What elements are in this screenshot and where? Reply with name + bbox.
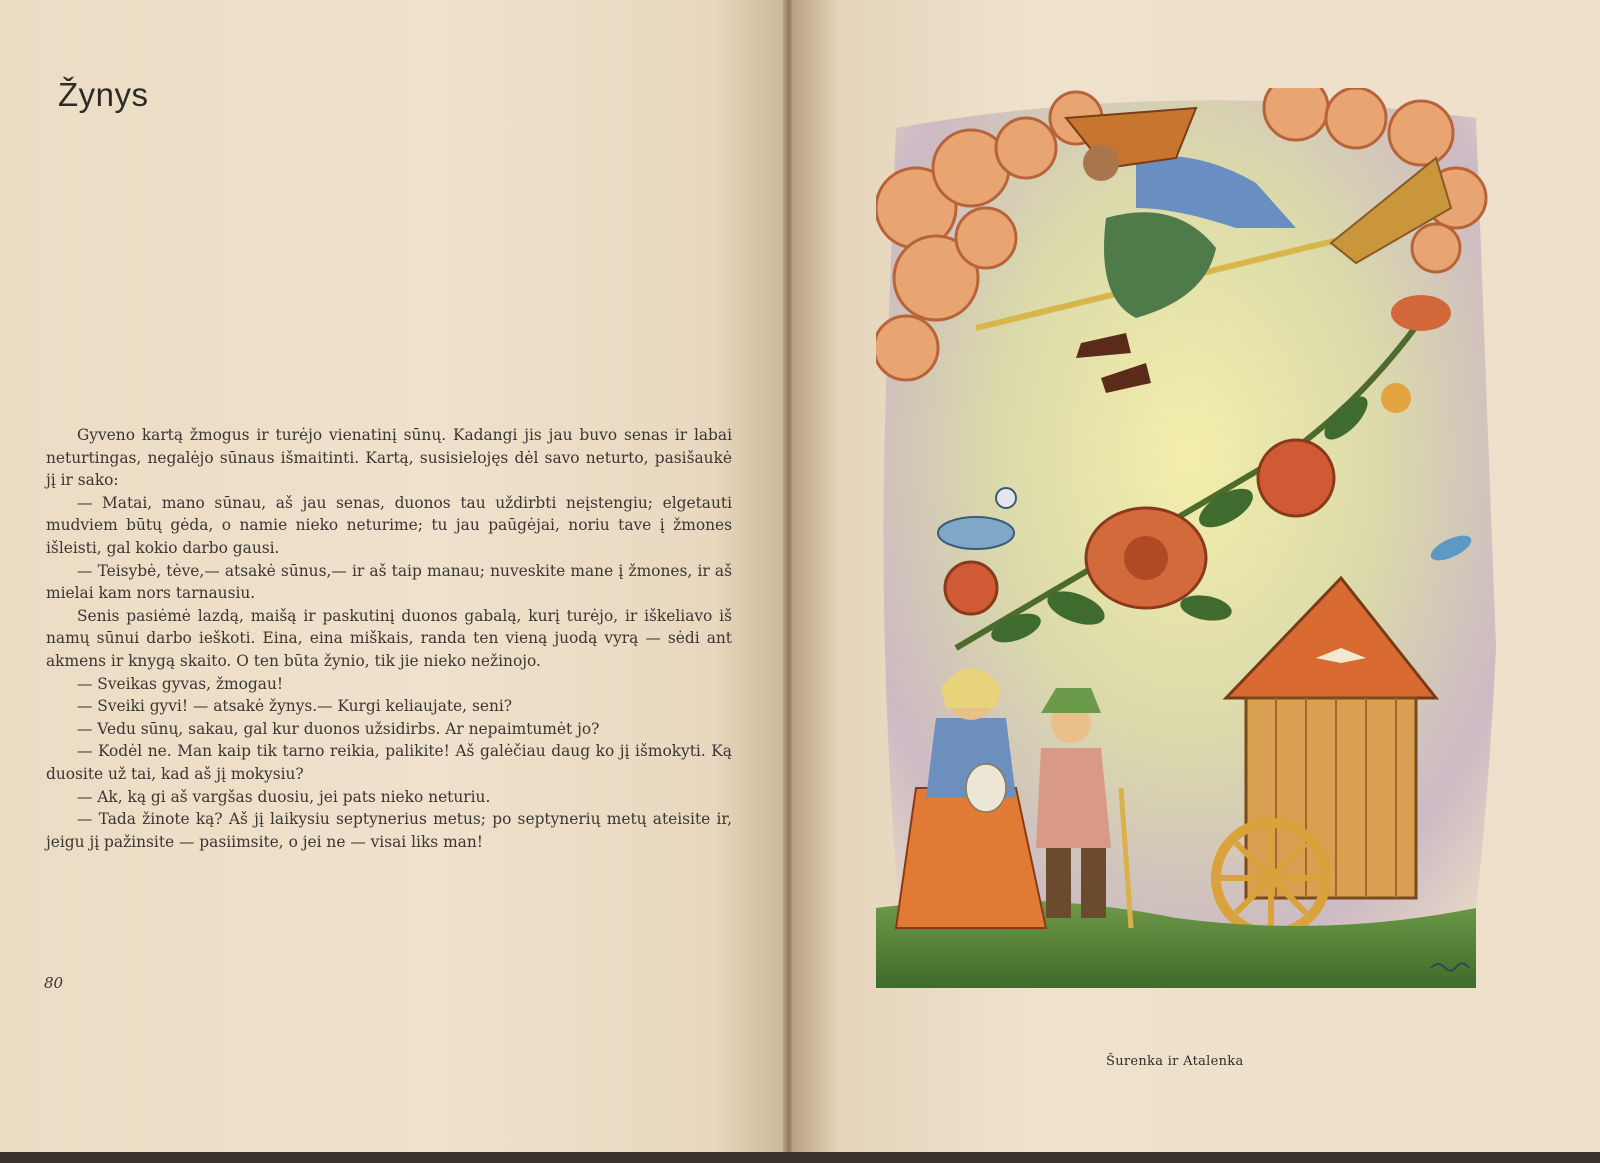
story-text [46, 424, 732, 853]
paragraph: — Ak, ką gi aš vargšas duosiu, jei pats nieko neturiu. [77, 787, 491, 806]
paragraph: — Matai, mano sūnau, aš jau senas, duonos tau uždirbti neįstengiu; elgetauti mudviem būtų gėda, o namie nieko neturime; tu jau paūgėjai, noriu tave į žmones išleisti, gal kokio darbo gausi. [46, 493, 732, 557]
paragraph: — Kodėl ne. Man kaip tik tarno reikia, palikite! Aš galėčiau daug ko jį išmokyti. Ką duosite už tai, kad aš jį mokysiu? [46, 742, 732, 783]
paragraph: Senis pasiėmė lazdą, maišą ir paskutinį duonos gabalą, kurį turėjo, ir iškeliavo iš namų sūnui darbo ieškoti. Eina, eina miškais, randa ten vieną juodą vyrą — sėdi ant akmens ir knygą skaito. O ten būta žynio, tik jie nieko nežinojo. [46, 606, 732, 670]
paragraph: — Teisybė, tėve,— atsakė sūnus,— ir aš taip manau; nuveskite mane į žmones, ir aš mielai kam nors tarnausiu. [46, 561, 732, 603]
paragraph: — Sveiki gyvi! — atsakė žynys.— Kurgi keliaujate, seni? [77, 697, 513, 716]
paragraph: Gyveno kartą žmogus ir turėjo vienatinį sūnų. Kadangi jis jau buvo senas ir labai neturtingas, negalėjo sūnaus išmaitinti. Kartą, susisielojęs dėl savo neturto, pasišaukė jį ir sako: [46, 426, 732, 490]
illustration-caption: Šurenka ir Atalenka [1106, 1054, 1244, 1069]
page-number: 80 [44, 974, 64, 992]
paragraph: — Vedu sūnų, sakau, gal kur duonos užsidirbs. Ar nepaimtumėt jo? [77, 719, 600, 738]
fairy-tale-illustration [876, 88, 1504, 1008]
cart-wheel [1216, 823, 1326, 933]
book-bottom-edge [0, 1152, 1600, 1163]
paragraph: — Sveikas gyvas, žmogau! [77, 674, 284, 693]
left-page [0, 0, 792, 1152]
paragraph: — Tada žinote ką? Aš jį laikysiu septynerius metus; po septynerių metų ateisite ir, jeigu jį pažinsite — pasiimsite, o jei ne — visai liks man! [46, 810, 732, 851]
chapter-title: Žynys [58, 76, 149, 113]
